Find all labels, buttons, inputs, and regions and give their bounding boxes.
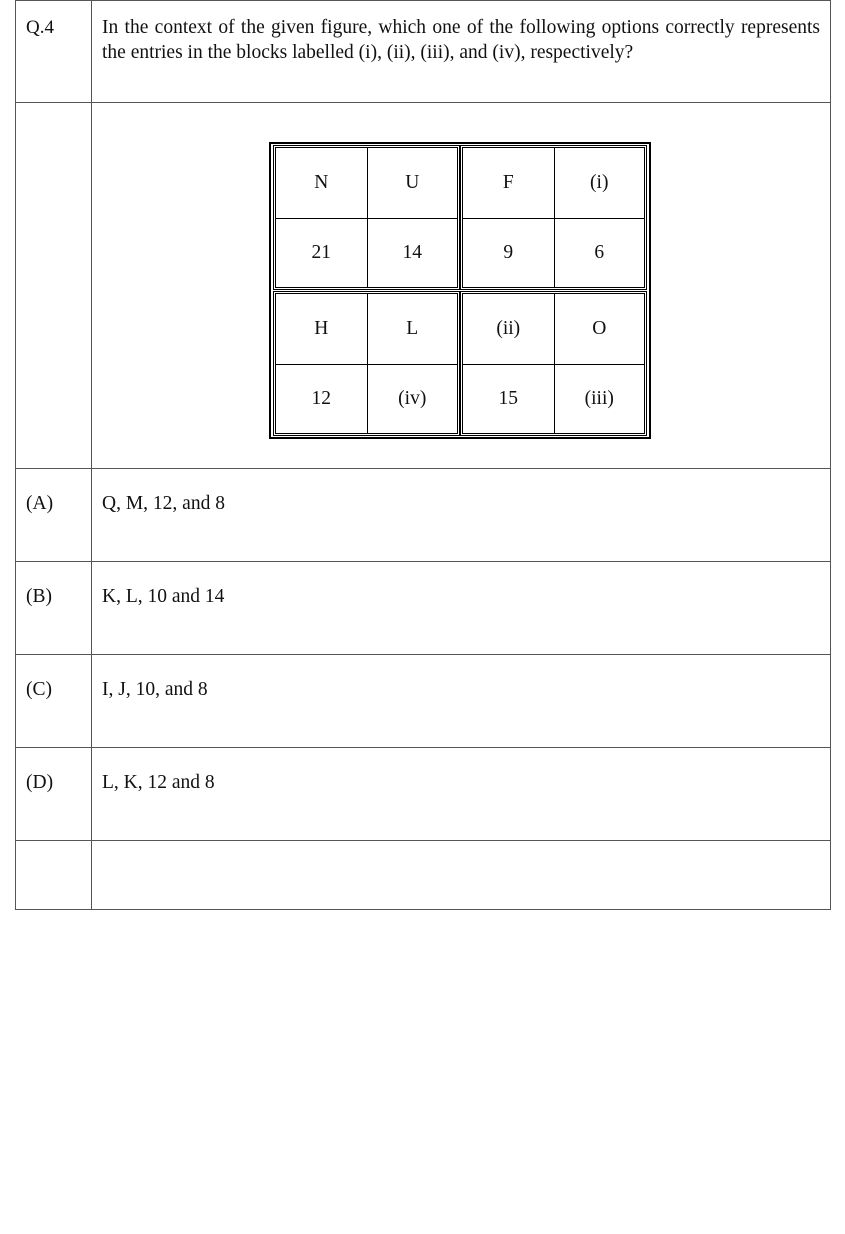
- block-cell: (iii): [554, 364, 645, 434]
- block-cell: L: [367, 294, 458, 364]
- block-cell: 6: [554, 218, 645, 288]
- block-cell: 9: [463, 218, 554, 288]
- figure-row: [16, 103, 831, 469]
- question-text: In the context of the given figure, which one of the following options correctly represents the entries in the blocks labelled (i), (ii), (iii), and (iv), respectively?: [92, 1, 831, 103]
- option-text[interactable]: L, K, 12 and 8: [92, 748, 831, 841]
- question-number: Q.4: [16, 1, 92, 103]
- block-cell: (iv): [367, 364, 458, 434]
- option-row-c[interactable]: [16, 655, 831, 748]
- block-top-right: [460, 145, 647, 290]
- block-cell: O: [554, 294, 645, 364]
- option-text[interactable]: I, J, 10, and 8: [92, 655, 831, 748]
- block-bottom-left: [273, 291, 460, 436]
- block-cell: U: [367, 148, 458, 218]
- block-top-left: [273, 145, 460, 290]
- figure-cell: [92, 103, 831, 469]
- question-row: [16, 1, 831, 103]
- option-text[interactable]: Q, M, 12, and 8: [92, 469, 831, 562]
- block-cell: 21: [276, 218, 367, 288]
- empty-row: [16, 841, 831, 910]
- option-row-b[interactable]: [16, 562, 831, 655]
- option-label: (C): [16, 655, 92, 748]
- option-row-a[interactable]: [16, 469, 831, 562]
- option-row-d[interactable]: [16, 748, 831, 841]
- option-label: (A): [16, 469, 92, 562]
- block-bottom-right: [460, 291, 647, 436]
- question-table: [15, 0, 831, 910]
- option-label: (D): [16, 748, 92, 841]
- empty-cell: [92, 841, 831, 910]
- block-cell: 12: [276, 364, 367, 434]
- option-text[interactable]: K, L, 10 and 14: [92, 562, 831, 655]
- block-figure: [269, 142, 651, 439]
- option-label: (B): [16, 562, 92, 655]
- block-cell: 14: [367, 218, 458, 288]
- empty-cell: [16, 841, 92, 910]
- block-cell: F: [502, 171, 514, 193]
- block-cell: (i): [554, 148, 645, 218]
- block-cell: N: [314, 171, 329, 193]
- block-cell: H: [314, 317, 329, 339]
- block-cell: 15: [463, 364, 554, 434]
- figure-label-cell: [16, 103, 92, 469]
- block-cell: (ii): [496, 317, 521, 339]
